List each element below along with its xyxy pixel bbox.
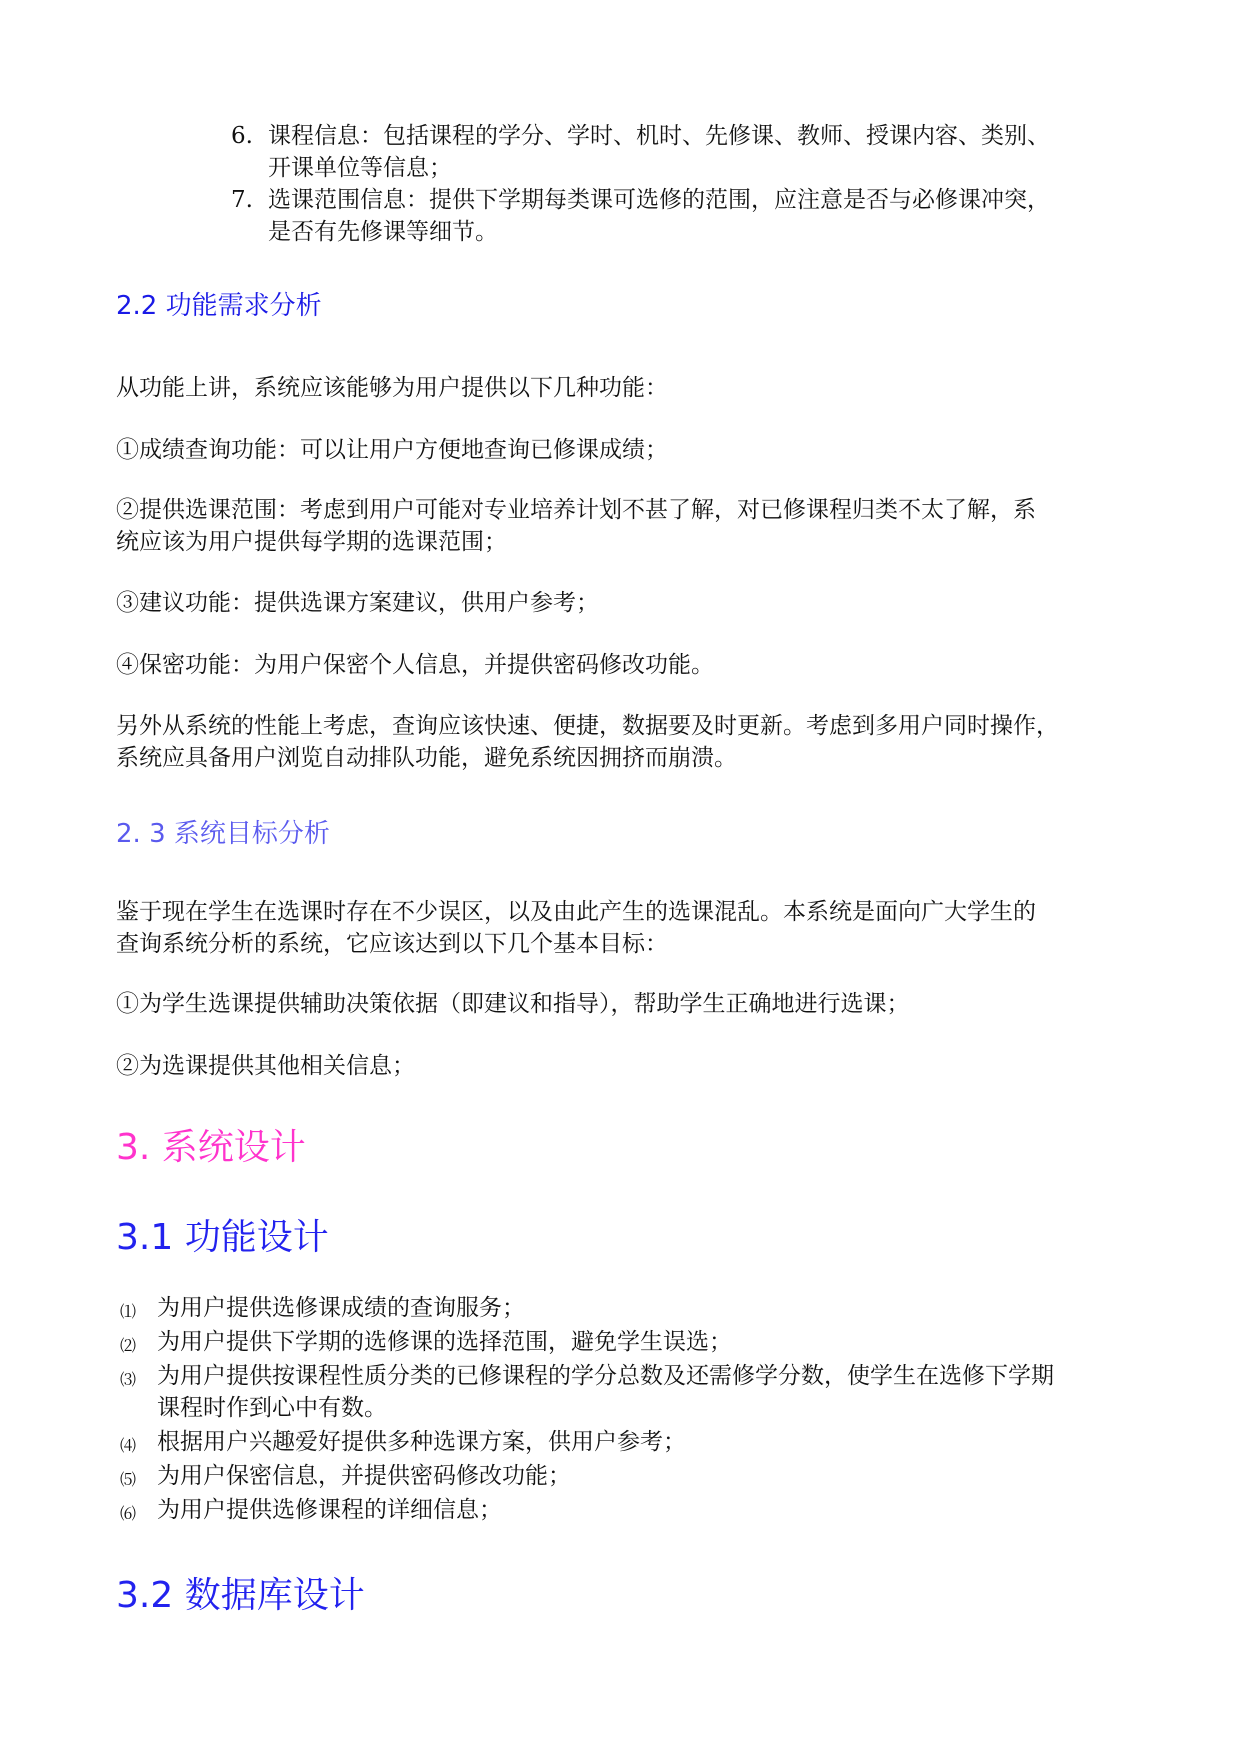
- list-text: 为用户保密信息，并提供密码修改功能；: [157, 1463, 571, 1489]
- paragraph: 鉴于现在学生在选课时存在不少误区，以及由此产生的选课混乱。本系统是面向广大学生的: [116, 899, 1036, 925]
- section-heading-2-3: 2. 3 系统目标分析: [116, 819, 330, 849]
- list-text: 为用户提供下学期的选修课的选择范围，避免学生误选；: [157, 1329, 732, 1355]
- chapter-heading-3: 3. 系统设计: [116, 1127, 306, 1168]
- list-number: 7.: [231, 187, 253, 213]
- section-heading-3-2: 3.2 数据库设计: [116, 1575, 365, 1616]
- list-text: 课程信息：包括课程的学分、学时、机时、先修课、教师、授课内容、类别、: [268, 123, 1050, 149]
- list-text: 根据用户兴趣爱好提供多种选课方案，供用户参考；: [157, 1429, 686, 1455]
- paragraph: ③建议功能：提供选课方案建议，供用户参考；: [116, 590, 599, 616]
- list-marker: ⑴: [120, 1302, 137, 1321]
- list-marker: ⑶: [120, 1370, 137, 1389]
- paragraph: ①成绩查询功能：可以让用户方便地查询已修课成绩；: [116, 437, 668, 463]
- list-number: 6.: [231, 123, 253, 149]
- paragraph: ②提供选课范围：考虑到用户可能对专业培养计划不甚了解，对已修课程归类不太了解，系: [116, 497, 1036, 523]
- paragraph-cont: 系统应具备用户浏览自动排队功能，避免系统因拥挤而崩溃。: [116, 745, 737, 771]
- section-heading-2-2: 2.2 功能需求分析: [116, 291, 322, 321]
- paragraph-cont: 统应该为用户提供每学期的选课范围；: [116, 529, 507, 555]
- section-heading-3-1: 3.1 功能设计: [116, 1217, 329, 1258]
- list-text: 选课范围信息：提供下学期每类课可选修的范围，应注意是否与必修课冲突，: [268, 187, 1050, 213]
- paragraph: ①为学生选课提供辅助决策依据（即建议和指导），帮助学生正确地进行选课；: [116, 991, 910, 1017]
- list-text: 为用户提供按课程性质分类的已修课程的学分总数及还需修学分数，使学生在选修下学期: [157, 1363, 1054, 1389]
- list-marker: ⑷: [120, 1436, 137, 1455]
- list-marker: ⑹: [120, 1504, 137, 1523]
- list-text-cont: 课程时作到心中有数。: [157, 1395, 387, 1421]
- list-text: 为用户提供选修课程的详细信息；: [157, 1497, 502, 1523]
- list-text: 为用户提供选修课成绩的查询服务；: [157, 1295, 525, 1321]
- paragraph: 从功能上讲，系统应该能够为用户提供以下几种功能：: [116, 375, 668, 401]
- paragraph: 另外从系统的性能上考虑，查询应该快速、便捷，数据要及时更新。考虑到多用户同时操作，: [116, 713, 1059, 739]
- paragraph: ②为选课提供其他相关信息；: [116, 1053, 415, 1079]
- list-text-cont: 是否有先修课等细节。: [268, 219, 498, 245]
- list-marker: ⑵: [120, 1336, 137, 1355]
- paragraph: ④保密功能：为用户保密个人信息，并提供密码修改功能。: [116, 652, 714, 678]
- list-text-cont: 开课单位等信息；: [268, 155, 452, 181]
- list-marker: ⑸: [120, 1470, 137, 1489]
- paragraph-cont: 查询系统分析的系统，它应该达到以下几个基本目标：: [116, 931, 668, 957]
